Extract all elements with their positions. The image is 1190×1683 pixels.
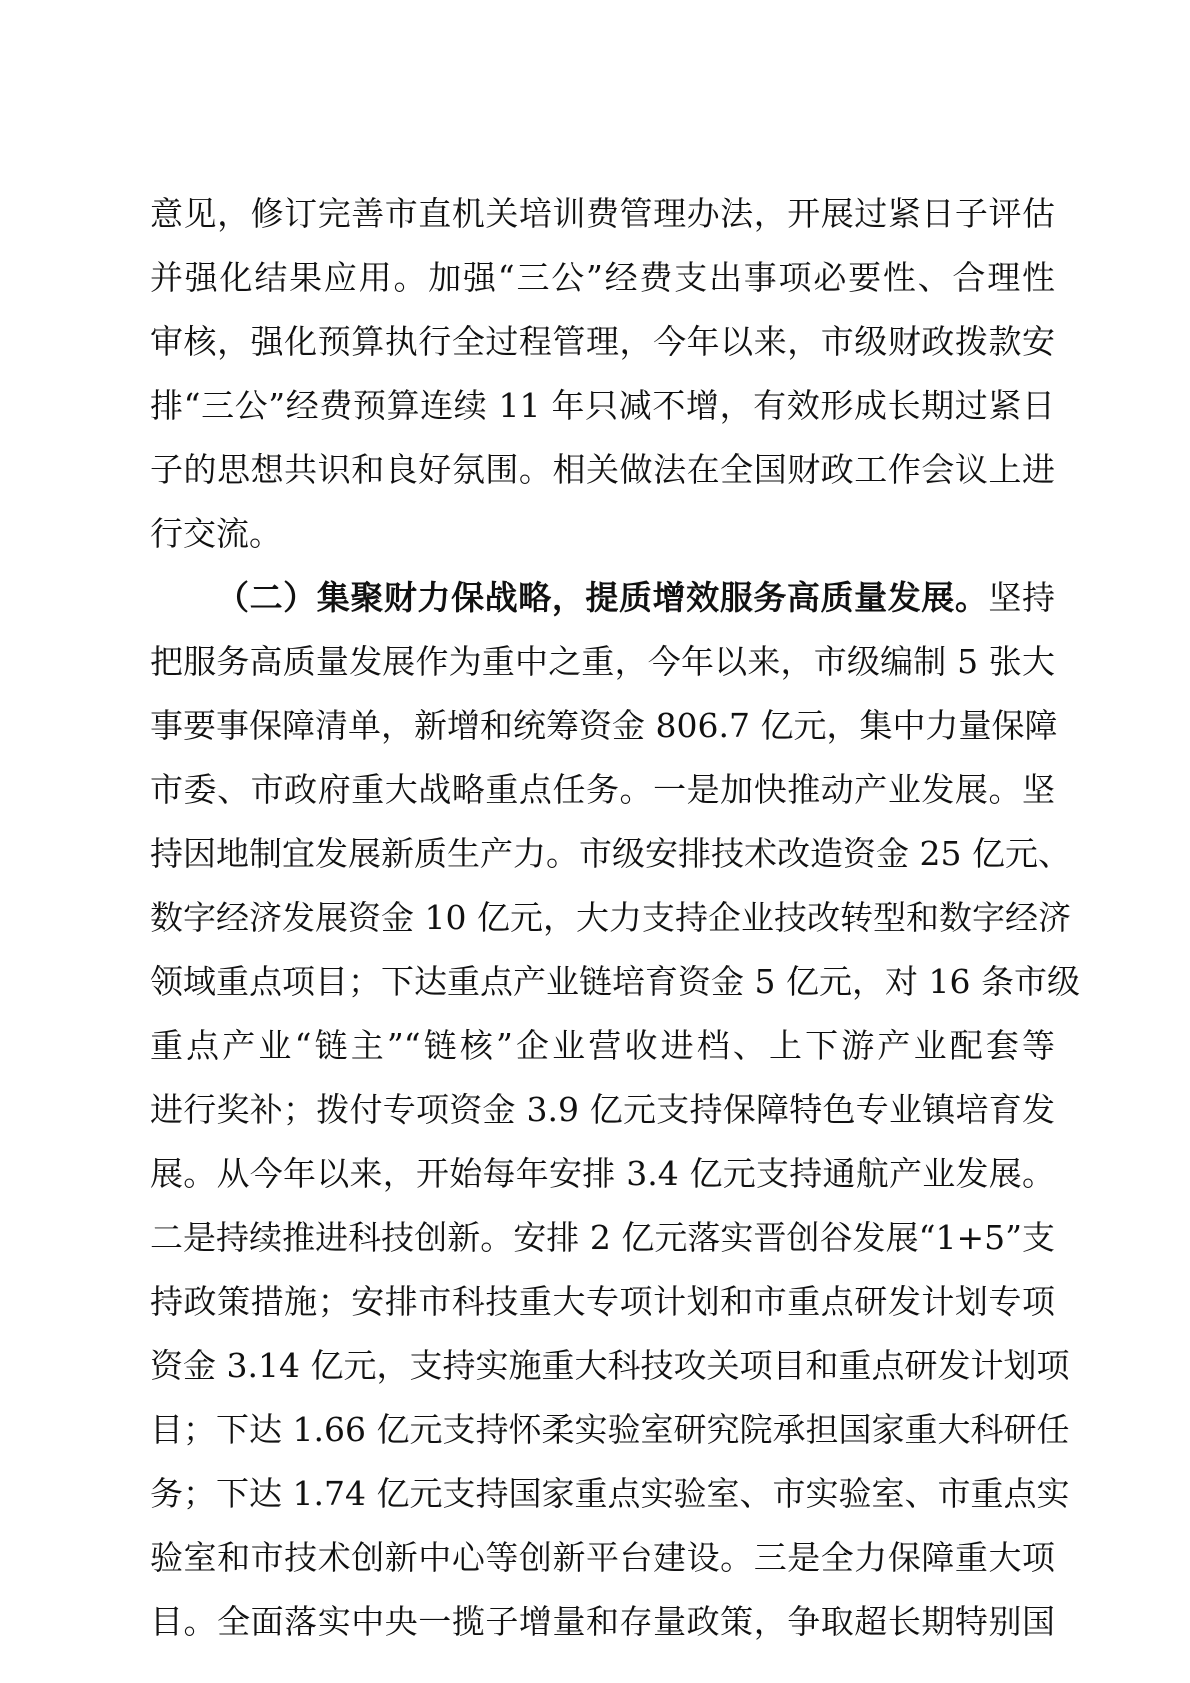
section-heading-line	[150, 566, 1055, 630]
paragraph-line: 子的思想共识和良好氛围。相关做法在全国财政工作会议上进	[150, 450, 1055, 489]
paragraph-line: 事要事保障清单，新增和统筹资金 806.7 亿元，集中力量保障	[150, 706, 1058, 745]
body-text	[150, 182, 1080, 1654]
paragraph-line: 数字经济发展资金 10 亿元，大力支持企业技改转型和数字经济	[150, 898, 1071, 937]
paragraph-line: 重点产业“链主”“链核”企业营收进档、上下游产业配套等	[150, 1026, 1055, 1065]
paragraph-line: 并强化结果应用。加强“三公”经费支出事项必要性、合理性	[150, 258, 1055, 297]
paragraph-line: 进行奖补；拨付专项资金 3.9 亿元支持保障特色专业镇培育发	[150, 1090, 1055, 1129]
paragraph-line: 意见，修订完善市直机关培训费管理办法，开展过紧日子评估	[150, 194, 1055, 233]
paragraph-line: 展。从今年以来，开始每年安排 3.4 亿元支持通航产业发展。	[150, 1154, 1055, 1193]
paragraph-line: 务；下达 1.74 亿元支持国家重点实验室、市实验室、市重点实	[150, 1474, 1070, 1513]
paragraph-line: 排“三公”经费预算连续 11 年只减不增，有效形成长期过紧日	[150, 386, 1055, 425]
paragraph-line: 验室和市技术创新中心等创新平台建设。三是全力保障重大项	[150, 1538, 1055, 1577]
section-heading: （二）集聚财力保战略，提质增效服务高质量发展。	[216, 578, 989, 617]
paragraph-line: 二是持续推进科技创新。安排 2 亿元落实晋创谷发展“1+5”支	[150, 1218, 1055, 1257]
paragraph-line: 持政策措施；安排市科技重大专项计划和市重点研发计划专项	[150, 1282, 1055, 1321]
paragraph-line: 持因地制宜发展新质生产力。市级安排技术改造资金 25 亿元、	[150, 834, 1071, 873]
paragraph-line: 审核，强化预算执行全过程管理，今年以来，市级财政拨款安	[150, 322, 1055, 361]
paragraph-line: 把服务高质量发展作为重中之重，今年以来，市级编制 5 张大	[150, 642, 1055, 681]
section-heading-tail: 坚持	[988, 578, 1056, 617]
paragraph-line: 资金 3.14 亿元，支持实施重大科技攻关项目和重点研发计划项	[150, 1346, 1070, 1385]
paragraph-line: 领域重点项目；下达重点产业链培育资金 5 亿元，对 16 条市级	[150, 962, 1080, 1001]
paragraph-line: 行交流。	[150, 514, 282, 553]
paragraph-line: 目；下达 1.66 亿元支持怀柔实验室研究院承担国家重大科研任	[150, 1410, 1070, 1449]
paragraph-line: 市委、市政府重大战略重点任务。一是加快推动产业发展。坚	[150, 770, 1055, 809]
paragraph-line: 目。全面落实中央一揽子增量和存量政策，争取超长期特别国	[150, 1602, 1055, 1641]
